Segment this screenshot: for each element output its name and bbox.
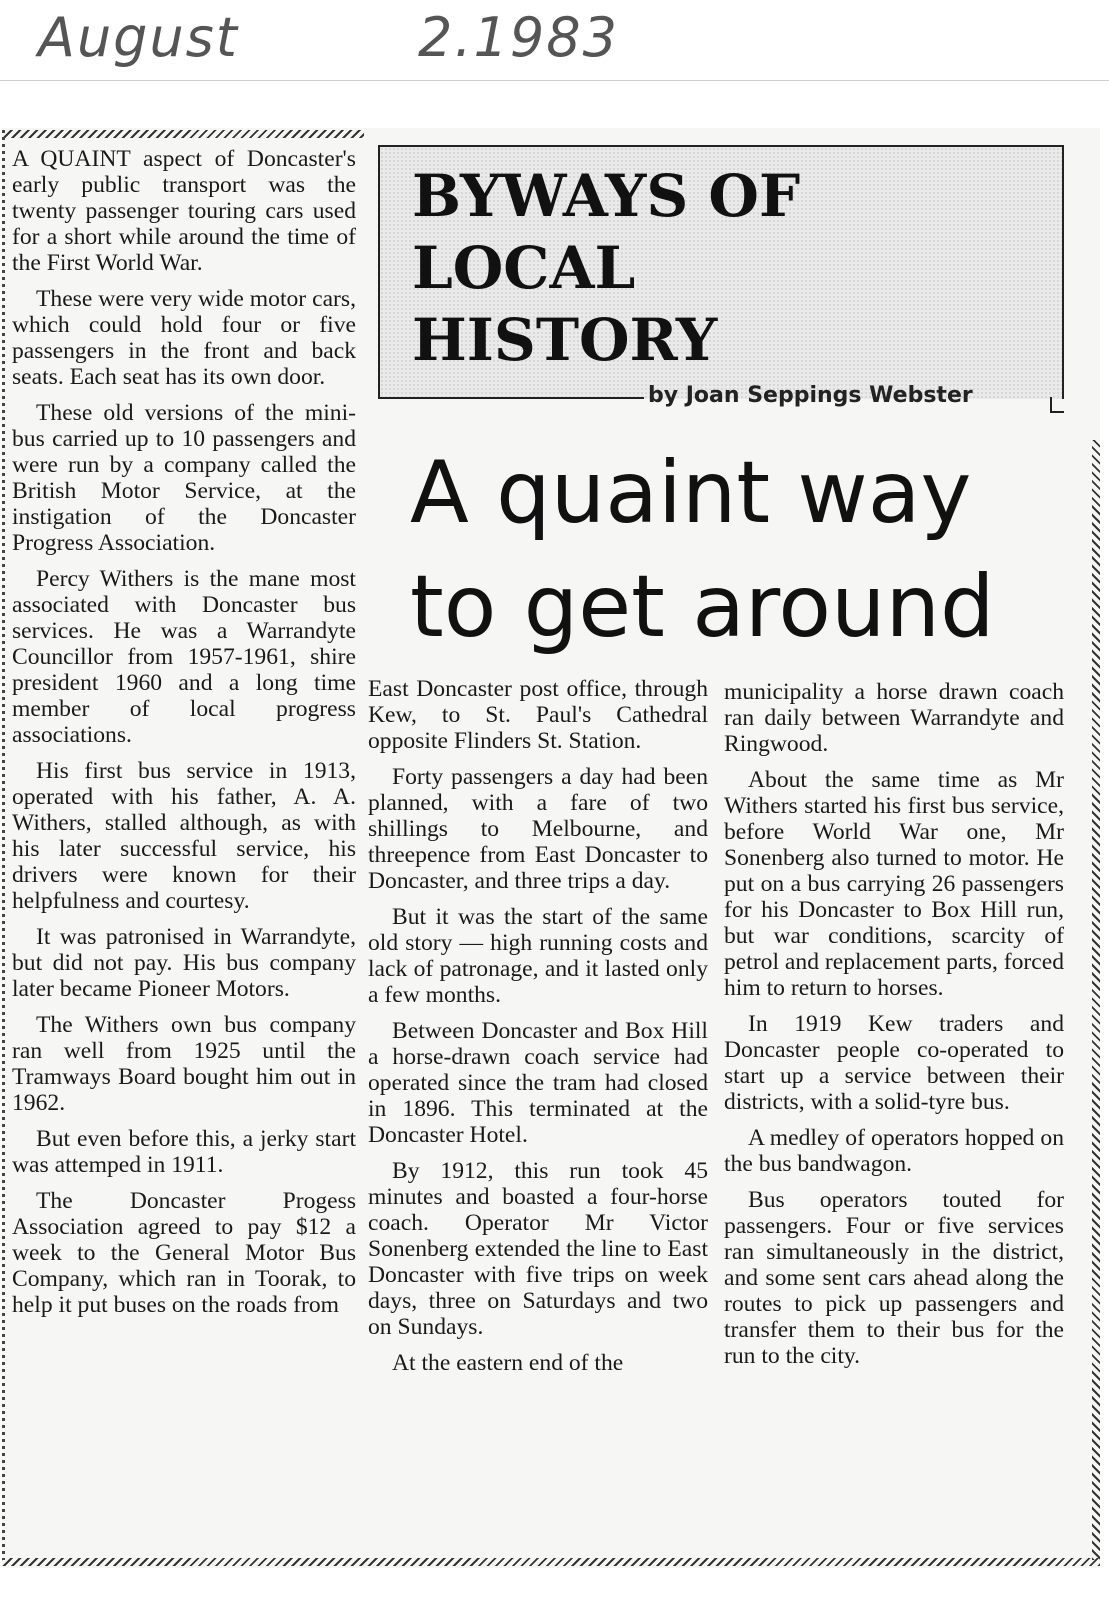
paragraph: Between Doncaster and Box Hill a horse-drawn coach service had operated since the tram had closed in 1896. This terminated at the Doncaster Hotel. xyxy=(368,1018,708,1148)
paragraph: In 1919 Kew traders and Doncaster people co-operated to start up a service between their districts, with a solid-tyre bus. xyxy=(724,1011,1064,1115)
paragraph: The Withers own bus company ran well from 1925 until the Tramways Board bought him out in 1962. xyxy=(12,1012,356,1116)
article-column-3 xyxy=(724,679,1064,1379)
paragraph: East Doncaster post office, through Kew, to St. Paul's Cathedral opposite Flinders St. Station. xyxy=(368,676,708,754)
paragraph: A QUAINT aspect of Doncaster's early public transport was the twenty passenger touring cars used for a short while around the time of the First World War. xyxy=(12,146,356,276)
column-header-title xyxy=(412,160,932,376)
paragraph: These old versions of the mini-bus carried up to 10 passengers and were run by a company called the British Motor Service, at the instigation of the Doncaster Progress Association. xyxy=(12,400,356,556)
paragraph: municipality a horse drawn coach ran daily between Warrandyte and Ringwood. xyxy=(724,679,1064,757)
paragraph: These were very wide motor cars, which could hold four or five passengers in the front and back seats. Each seat has its own door. xyxy=(12,286,356,390)
paragraph: Percy Withers is the mane most associated with Doncaster bus services. He was a Warrandyte Councillor from 1957-1961, shire president 1960 and a long time member of local progress associations. xyxy=(12,566,356,748)
handwritten-date: 2.1983 xyxy=(418,6,619,69)
byline-rule xyxy=(380,397,644,399)
byline-bracket xyxy=(1050,397,1064,413)
article-column-2 xyxy=(368,676,708,1386)
paragraph: His first bus service in 1913, operated with his father, A. A. Withers, stalled although, as with his later successful service, his drivers were known for their helpfulness and courtesy. xyxy=(12,758,356,914)
clipping-edge-left xyxy=(2,130,5,1560)
page-rule xyxy=(0,80,1109,81)
clipping-edge-right xyxy=(1092,440,1100,1560)
column-header-line: LOCAL xyxy=(412,234,636,302)
paragraph: Forty passengers a day had been planned, with a fare of two shillings to Melbourne, and threepence from East Doncaster to Doncaster, and three trips a day. xyxy=(368,764,708,894)
article-headline xyxy=(410,436,1090,664)
headline-line-2: to get around xyxy=(410,557,995,657)
paragraph: It was patronised in Warrandyte, but did not pay. His bus company later became Pioneer Motors. xyxy=(12,924,356,1002)
paragraph: But it was the start of the same old story — high running costs and lack of patronage, and it lasted only a few months. xyxy=(368,904,708,1008)
paragraph: But even before this, a jerky start was attemped in 1911. xyxy=(12,1126,356,1178)
article-column-1 xyxy=(12,146,356,1328)
byline: by Joan Seppings Webster xyxy=(648,383,973,408)
paragraph: At the eastern end of the xyxy=(392,1350,624,1376)
handwritten-month: August xyxy=(38,6,239,69)
paragraph: By 1912, this run took 45 minutes and boasted a four-horse coach. Operator Mr Victor Sonenberg extended the line to East Doncaster with five trips on week days, three on Saturdays and two on Sundays. xyxy=(368,1158,708,1340)
headline-line-1: A quaint way xyxy=(410,443,972,543)
column-header-line: BYWAYS OF xyxy=(412,162,801,230)
paragraph: The Doncaster Progess Association agreed to pay $12 a week to the General Motor Bus Company, which ran in Toorak, to help it put buses on the roads from xyxy=(12,1188,356,1318)
clipping-edge-top xyxy=(2,130,364,138)
paragraph: A medley of operators hopped on the bus bandwagon. xyxy=(724,1125,1064,1177)
clipping-edge-bottom xyxy=(2,1558,1100,1566)
column-header-line: HISTORY xyxy=(412,306,718,374)
paragraph: About the same time as Mr Withers started his first bus service, before World War one, Mr Sonenberg also turned to motor. He put on a bus carrying 26 passengers for his Doncaster to Box Hill run, but war conditions, scarcity of petrol and replacement parts, forced him to return to horses. xyxy=(724,767,1064,1001)
paragraph: Bus operators touted for passengers. Four or five services ran simultaneously in the district, and some sent cars ahead along the routes to pick up passengers and transfer them to their bus for the run to the city. xyxy=(724,1187,1064,1369)
